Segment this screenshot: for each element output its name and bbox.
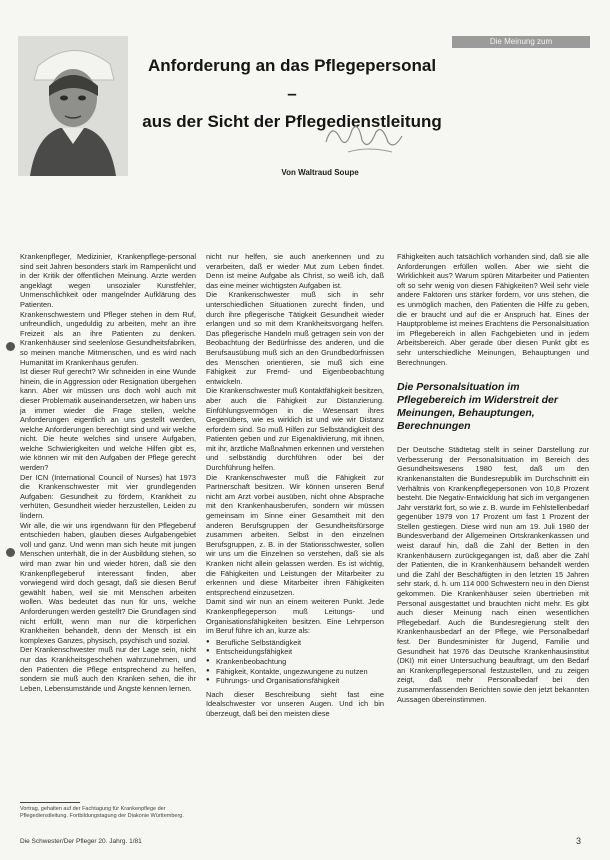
paragraph: Der Krankenschwester muß nur der Lage sein, nicht nur das Krankheitsgeschehen wahrzunehmen, und den Patienten die Pflege entsprechend zu helfen, sondern sie muß auch den Kranken sehen, die ihr Leben, Lebensumstände und Ängste kennen lernen.: [20, 645, 196, 693]
binder-hole: [6, 548, 15, 557]
binder-hole: [6, 342, 15, 351]
bullet-item: ● Entscheidungsfähigkeit: [206, 647, 384, 657]
bullet-item: ● Fähigkeit, Kontakte, ungezwungene zu nutzen: [206, 667, 384, 677]
paragraph: Ist dieser Ruf gerecht? Wir schneiden in eine Wunde hinein, die in Aggression oder Resignation übergehen kann. Aber wir müssen uns doch wohl auch mit dieser Problematik auseinandersetzen, wir haben uns ja immer wieder die Frage stellen, welche Anforderungen eigentlich an uns gestellt werden, welche Anforderungen berechtigt sind und wir welche nicht. Die heute welches sind unsere Aufgaben, welche Schwierigkeiten und welche Hilfen gibt es, wie können wir mit den Aufgaben der Pflege gerecht werden?: [20, 367, 196, 473]
rubric-label: Die Meinung zum: [452, 36, 590, 48]
bullet-item: ● Berufliche Selbständigkeit: [206, 638, 384, 648]
footnote: Vortrag, gehalten auf der Fachtagung für Krankenpflege der Pflegedienstleitung. Fortbildungstagung der Diakonie Württemberg.: [20, 806, 184, 819]
paragraph: nicht nur helfen, sie auch anerkennen und zu verarbeiten, daß er wieder Mut zum Leben findet. Denn ist meine Aufgabe als Christ, so weiß ich, daß das eine meiner wichtigsten Aufgaben ist.: [206, 252, 384, 290]
title-line-1: Anforderung an das Pflegepersonal –: [147, 56, 437, 103]
journal-footer: Die Schwester/Der Pfleger 20. Jahrg. 1/81: [20, 838, 142, 845]
paragraph: Nach dieser Beschreibung sieht fast eine Idealschwester vor unseren Augen. Und ich bin überzeugt, daß bei den meisten diese: [206, 689, 384, 718]
text-column-2: [206, 252, 384, 832]
paragraph: Die Krankenschwester muß sich in sehr unterschiedlichen Situationen zurecht finden, und durch ihre pflegerische Tätigkeit Gesundheit wieder erlangen und so mit dem Krankheitsvorgang helfen. Das pflegerische Handeln muß getragen sein von der Beobachtung der Bedürfnisse des anderen, und die Berufsausübung muß sich an den Grundbedürfnissen des Menschen orientieren, sie muß sich eine Fähigkeit zur Fremd- und Eigenbeobachtung entwickeln.: [206, 290, 384, 386]
paragraph: Fähigkeiten auch tatsächlich vorhanden sind, daß sie alle Anforderungen erfüllen wollen. Aber wie sieht die Wirklichkeit aus? Warum spüren Mitarbeiter und Patienten oft so sehr wenig von diesen Fähigkeiten? Weil sehr viele andere Faktoren uns stärker fordern, vor uns stehen, die es unmöglich machen, den Patienten die Hilfe zu geben, die er braucht und auf die er Anspruch hat. Eines der Hauptprobleme ist meines Erachtens die Personalsituation im Pflegebereich in allen Fachgebieten und in jedem Arbeitsbereich. Aber gerade über diesen Punkt gibt es sehr unterschiedliche Meinungen, Behauptungen und Berechnungen.: [397, 252, 589, 367]
paragraph: Krankenpfleger, Medizinier, Krankenpflege-personal sind seit Jahren besonders stark im Rampenlicht und in der Kritik der öffentlichen Meinung. Arzte werden angeklagt wegen unsozialer Kunstfehler, Unmenschlichkeit oder mangelnder Aufklärung des Patienten.: [20, 252, 196, 309]
paragraph: Der Deutsche Städtetag stellt in seiner Darstellung zur Verbesserung der Personalsituation im Bereich des Gesundheitswesens 1980 fest, daß um den Krankenanstalten die Bundesrepublik im Durchschnitt ein Verhältnis von Krankenpflegepersonen von 10,8 Prozent besteht. Die Negativ-Entwicklung hat sich im vergangenen Jahr verstärkt fort, so wie z. B. wurde im Fehlstellenbedarf gegenüber 1979 von 17 Prozent um fast 1 Prozent der Stellen gestiegen. Diese wird nun am 19. Juli 1980 der Bundesverband der Allgemeinen Ortskrankenkassen und weist darauf hin, daß die Zahl der Betten in den Krankenhäusern zurückgegangen ist, daß aber die Zahl der Patienten, die in Krankenhäusern behandelt werden und die Zahl der Beschäftigten in den letzten 15 Jahren sehr stark, d. h. um 114 000 Schwestern neu in den Dienst gekommen. Die Krankenhäuser seien übertrieben mit Personal ausgestattet und brauchten nicht mehr. Es gibt auch dieser Meinung nach einen wesentlichen Pflegebedarf. Auch die Bundesregierung stellt den Krankenhausbedarf an der Pflege, wie Personalbedarf fest. Der Bundesminister für Jugend, Familie und Gesundheit hat 1976 das Deutsche Krankenhausinstitut (DKI) mit einer Untersuchung beauftragt, um den Bedarf an Krankenpflegepersonal festzustellen, und zu zeigen zeigt, daß mehr Personalbedarf bei den zusammenfassenden Berichten sowie den jetzt bekannten Aussagen übereinstimmen.: [397, 445, 589, 704]
footnote-divider: [20, 802, 80, 803]
paragraph: Krankenschwestern und Pfleger stehen in dem Ruf, unfreundlich, ungeduldig zu arbeiten, mehr an ihre Freizeit als an ihre Patienten zu denken. Krankenhäuser sind seelenlose Gesundheitsfabriken, so meinen manche Mitmenschen, und es wird nach Humanität im Krankenhaus gerufen.: [20, 309, 196, 367]
author-byline: Von Waltraud Soupe: [281, 168, 359, 177]
author-photo: [18, 36, 128, 176]
bullet-list: [206, 638, 384, 686]
paragraph: Die Krankenschwester muß die Fähigkeit zur Partnerschaft besitzen. Wir können unseren Beruf nicht am Arzt vorbei ausüben, nicht ohne Absprache mit den Krankenhausberufen, sondern wir müssen gemeinsam im Sinne einer Gesamtheit mit den anderen Berufsgruppen der Gesundheitsfürsorge zusammen arbeiten. Selbst in den einzelnen Berufsgruppen, z. B. in der Stationsschwester, sollen wir uns um die Einzelnen so verstehen, daß sie als Kranken nicht allein gelassen werden. Es ist wichtig, die Fähigkeiten und Leistungen der Mitarbeiter zu erkennen und diese Mitarbeiter ihren Fähigkeiten entsprechend einzusetzen.: [206, 472, 384, 597]
paragraph: Wir alle, die wir uns irgendwann für den Pflegeberuf entschieden haben, glauben dieses Aufgabengebiet voll und ganz. Und wenn man sich heute mit jungen Menschen unterhält, die in der Ausbildung stehen, so wird man zwar hin und wieder hören, daß sie den Krankenpflegeberuf interessant finden, aber vorwiegend wird doch gesagt, daß sie diesen Beruf gewählt haben, weil sie mit Menschen arbeiten wollen. Was bedeutet das nun für uns, welche Anforderungen werden gestellt? Die Grundlagen sind nicht erfüllt, wenn man nur die körperlichen Krankheiten behandelt, denn der Mensch ist ein komplexes Ganzes, physisch, psychisch und sozial.: [20, 520, 196, 645]
section-subheading: Die Personalsituation im Pflegebereich im Widerstreit der Meinungen, Behauptungen, Berechnungen: [397, 381, 558, 433]
paragraph: Die Krankenschwester muß Kontaktfähigkeit besitzen, aber auch die Fähigkeit zur Distanzierung. Einfühlungsvermögen in die Wesensart ihres Gegenübers, wie es wirklich ist und wie wir Distanz erfordern sind. So muß Hilfen zur Selbständigkeit des Patienten geben und zur Eigenaktivierung, mit ihnen, mit ihr, ärztliche Maßnahmen erkennen und verstehen und selbständig durchführen oder bei der Durchführung helfen.: [206, 386, 384, 473]
author-portrait-icon: [18, 36, 128, 176]
text-column-1: [20, 252, 196, 797]
bullet-item: ● Führungs- und Organisationsfähigkeit: [206, 676, 384, 686]
paragraph: Der ICN (International Council of Nurses) hat 1973 die Krankenschwester mit vier grundlegenden Aufgaben: Gesundheit zu fördern, Krankheit zu verhüten, Gesundheit wieder herzustellen, Leiden zu lindern.: [20, 472, 196, 521]
signature-icon: [318, 112, 408, 162]
text-column-3: [397, 252, 589, 832]
page-number: 3: [576, 836, 582, 846]
title-line-2: aus der Sicht der Pflegedienstleitung: [142, 112, 442, 131]
paragraph: Damit sind wir nun an einem weiteren Punkt. Jede Krankenpflegeperson muß Leitungs- und Organisationsfähigkeiten besitzen. Eine Lehrperson im Beruf führe ich an, kurze als:: [206, 597, 384, 636]
bullet-item: ● Krankenbeobachtung: [206, 657, 384, 667]
